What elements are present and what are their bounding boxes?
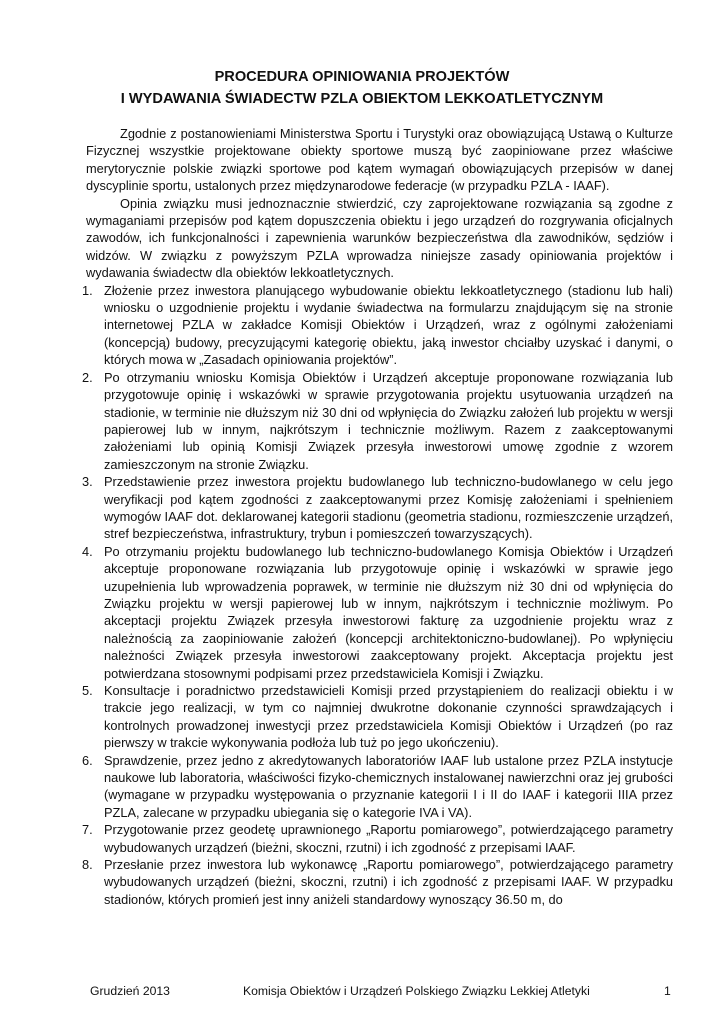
item-number: 4. (82, 543, 93, 559)
procedure-item-2 (82, 369, 673, 473)
item-number: 8. (82, 857, 93, 873)
procedure-item-3 (82, 473, 673, 543)
item-text: Przedstawienie przez inwestora projektu budowlanego lub techniczno-budowlanego w celu jego weryfikacji pod kątem zgodności z zaakceptowanymi przez Komisję założeniami i spełnieniem wymogów IAAF dot. deklarowanej kategorii stadionu (geometria stadionu, rozmieszczenie urządzeń, stref bezpieczeństwa, infrastruktury, trybun i pomieszczeń towarzyszących). (104, 474, 673, 542)
procedure-item-6 (82, 752, 673, 822)
item-number: 5. (82, 683, 93, 698)
item-text: Przygotowanie przez geodetę uprawnionego „Raportu pomiarowego”, potwierdzającego parametry wybudowanych urządzeń (bieżni, skoczni, rzutni) i ich zgodność z przepisami IAAF. (104, 822, 673, 855)
item-number: 2. (82, 369, 93, 385)
item-number: 3. (82, 474, 93, 490)
footer-page-number: 1 (664, 984, 671, 998)
procedure-item-5 (82, 682, 673, 752)
procedure-item-1 (82, 282, 673, 369)
item-text: Po otrzymaniu projektu budowlanego lub techniczno-budowlanego Komisja Obiektów i Urządzeń akceptuje proponowane rozwiązania lub przygotowuje opinię i wskazówki w sprawie jego uzupełnienia lub wprowadzenia poprawek, w terminie nie dłuższym niż 30 dni od wpłynięcia do Związku projektu w wersji papierowej lub w innym, najkrótszym i technicznie możliwym. Po akceptacji projektu Związek przesyła inwestorowi fakturę za uzgodnienie projektu wraz z należnością za zaopiniowanie założeń (koncepcji architektoniczno-budowlanej). Po wpłynięciu należności Związek przesyła inwestorowi zaakceptowany projekt. Akceptacja projektu jest potwierdzana stosownymi podpisami przez przedstawiciela Komisji i Związku. (104, 543, 673, 681)
item-number: 1. (82, 282, 93, 298)
procedure-list (82, 282, 673, 909)
item-number: 7. (82, 822, 93, 838)
item-text: Przesłanie przez inwestora lub wykonawcę „Raportu pomiarowego”, potwierdzającego parametry wybudowanych urządzeń (bieżni, skoczni, rzutni) i ich zgodność z przepisami IAAF. W przypadku stadionów, których promień jest inny aniżeli standardowy wynoszący 36.50 m, do (104, 857, 673, 907)
item-text: Sprawdzenie, przez jedno z akredytowanych laboratoriów IAAF lub ustalone przez PZLA instytucje naukowe lub laboratoria, właściwości fizyko-chemicznych instalowanej nawierzchni oraz jej grubości (wymagane w przypadku występowania o przyznanie kategorii I i II do IAAF i kategorii IIIA przez PZLA, zalecane w przypadku ubiegania się o kategorie IVA i VA). (104, 752, 673, 820)
footer-date: Grudzień 2013 (90, 984, 170, 998)
document-title-line-2: I WYDAWANIA ŚWIADECTW PZLA OBIEKTOM LEKKOATLETYCZNYM (120, 91, 604, 107)
item-text: Konsultacje i poradnictwo przedstawicieli Komisji przed przystąpieniem do realizacji obiektu i w trakcie jego realizacji, w tym co najmniej dwukrotne dokonanie czynności sprawdzających i kontrolnych prowadzonej inwestycji przez przedstawiciela Komisji Obiektów i Urządzeń (po raz pierwszy w trakcie wykonywania podłoża lub tuż po jego ukończeniu). (104, 683, 673, 751)
footer-organization: Komisja Obiektów i Urządzeń Polskiego Związku Lekkiej Atletyki (243, 984, 590, 998)
item-text: Po otrzymaniu wniosku Komisja Obiektów i Urządzeń akceptuje proponowane rozwiązania lub przygotowuje opinię i wskazówki w sprawie przygotowania projektu usytuowania urządzeń na stadionie, w terminie nie dłuższym niż 30 dni od wpłynięcia do Związku założeń lub projektu w wersji papierowej lub w innym, najkrótszym i technicznie możliwym. Razem z zaakceptowanymi założeniami lub opinią Komisji Związek przesyła inwestorowi umowę zgodnie z wzorem zamieszczonym na stronie Związku. (104, 369, 673, 472)
intro-paragraph-2: Opinia związku musi jednoznacznie stwierdzić, czy zaprojektowane rozwiązania są zgodne z wymaganiami przepisów pod kątem dopuszczenia obiektu i jego urządzeń do rozgrywania oficjalnych zawodów, ich funkcjonalności i zapewnienia warunków bezpieczeństwa dla zawodników, sędziów i widzów. W związku z powyższym PZLA wprowadza niniejsze zasady opiniowania projektów i wydawania świadectw dla obiektów lekkoatletycznych. (86, 195, 673, 281)
intro-paragraph-1: Zgodnie z postanowieniami Ministerstwa Sportu i Turystyki oraz obowiązującą Ustawą o Kulturze Fizycznej wszystkie projektowane obiekty sportowe muszą być zaopiniowane przez właściwe merytorycznie polskie związki sportowe pod kątem wymagań obowiązujących przepisów w danej dyscyplinie sportu, ustalonych przez międzynarodowe federacje (w przypadku PZLA - IAAF). (86, 126, 673, 194)
document-title-line-1: PROCEDURA OPINIOWANIA PROJEKTÓW (214, 69, 510, 85)
item-text: Złożenie przez inwestora planującego wybudowanie obiektu lekkoatletycznego (stadionu lub hali) wniosku o uzgodnienie projektu i wydanie świadectwa na formularzu znajdującym się na stronie internetowej PZLA w zakładce Komisji Obiektów i Urządzeń, wraz z ogólnymi założeniami (koncepcją) budowy, precyzującymi kategorię obiektu, jaką inwestor chciałby uzyskać i danymi, o których mowa w „Zasadach opiniowania projektów”. (104, 282, 673, 368)
procedure-item-7 (82, 821, 673, 856)
document-body (82, 125, 673, 908)
procedure-item-8 (82, 856, 673, 908)
item-number: 6. (82, 752, 93, 768)
procedure-item-4 (82, 543, 673, 682)
